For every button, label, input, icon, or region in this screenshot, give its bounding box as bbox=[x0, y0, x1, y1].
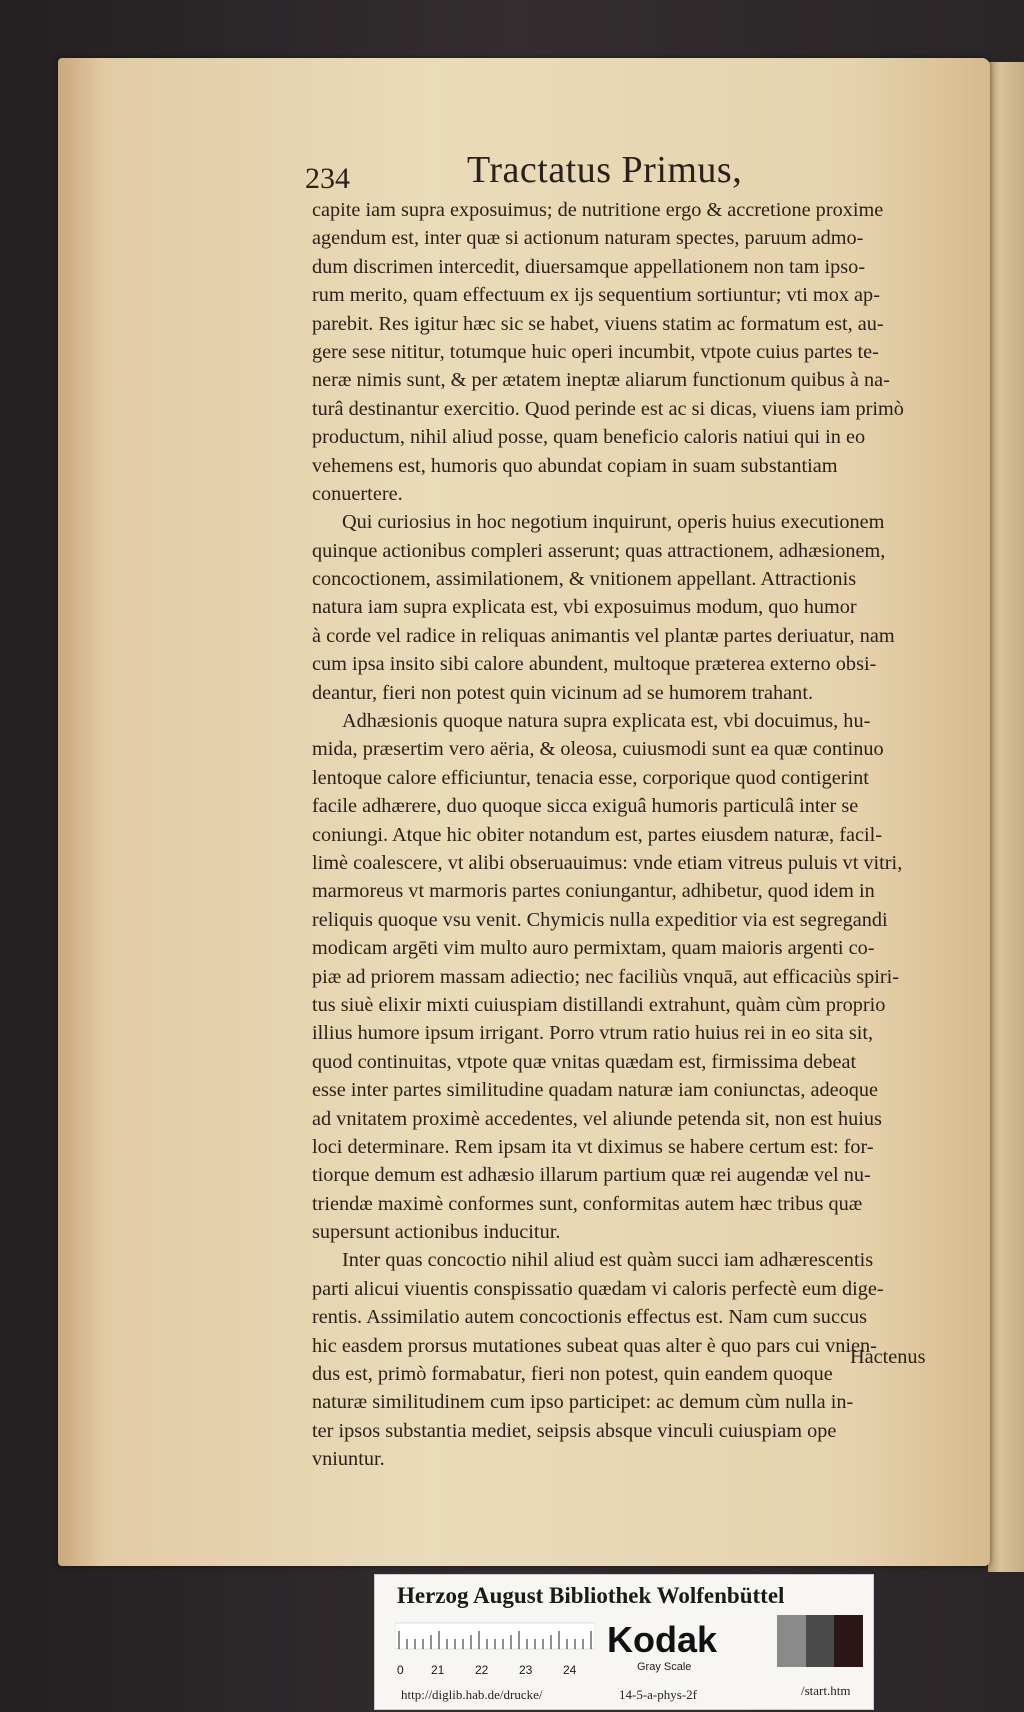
text-line: concoctionem, assimilationem, & vnitionem appellant. Attractionis bbox=[312, 568, 857, 591]
gray-scale-swatches bbox=[777, 1615, 863, 1667]
text-line: vehemens est, humoris quo abundat copiam in suam substantiam bbox=[312, 454, 838, 477]
paragraph-start-line: Adhæsionis quoque natura supra explicata est, vbi docuimus, hu- bbox=[342, 710, 871, 733]
text-line: cum ipsa insito sibi calore abundent, multoque præterea externo obsi- bbox=[312, 653, 877, 676]
library-name: Herzog August Bibliothek Wolfenbüttel bbox=[397, 1583, 785, 1608]
text-line: ter ipsos substantia mediet, seipsis absque vinculi cuiuspiam ope bbox=[312, 1419, 837, 1442]
running-title: Tractatus Primus, bbox=[467, 149, 743, 191]
gray-swatch bbox=[777, 1615, 806, 1667]
text-line: rum merito, quam effectuum ex ijs sequentium sortiuntur; vti mox ap- bbox=[312, 284, 880, 307]
text-line: vniuntur. bbox=[312, 1448, 385, 1471]
text-line: marmoreus vt marmoris partes coniungantur, adhibetur, quod idem in bbox=[312, 880, 875, 903]
catchword: Hactenus bbox=[850, 1346, 926, 1368]
text-line: facile adhærere, duo quoque sicca exiguâ humoris particulâ inter se bbox=[312, 795, 859, 818]
library-url: http://diglib.hab.de/drucke/ bbox=[401, 1687, 543, 1702]
text-line: coniungi. Atque hic obiter notandum est, partes eiusdem naturæ, facil- bbox=[312, 823, 882, 846]
ruler-label: 22 bbox=[475, 1663, 489, 1677]
text-line: loci determinare. Rem ipsam ita vt diximus se habere certum est: for- bbox=[312, 1135, 874, 1158]
gray-swatch bbox=[834, 1615, 863, 1667]
ruler-label: 21 bbox=[431, 1663, 445, 1677]
text-line: lentoque calore efficiuntur, tenacia esse, corporique quod contigerint bbox=[312, 766, 869, 789]
text-line: mida, præsertim vero aëria, & oleosa, cuiusmodi sunt ea quæ continuo bbox=[312, 738, 884, 761]
text-line: supersunt actionibus inducitur. bbox=[312, 1221, 561, 1244]
kodak-logo: Kodak bbox=[607, 1619, 718, 1660]
text-line: illius humore ipsum irrigant. Porro vtrum ratio huius rei in eo sita sit, bbox=[312, 1022, 874, 1045]
text-line: productum, nihil aliud posse, quam beneficio caloris natiui qui in eo bbox=[312, 426, 866, 449]
ruler-icon bbox=[395, 1621, 595, 1651]
text-line: à corde vel radice in reliquas animantis vel plantæ partes deriuatur, nam bbox=[312, 624, 895, 647]
text-line: capite iam supra exposuimus; de nutritione ergo & accretione proxime bbox=[312, 199, 884, 221]
text-line: conuertere. bbox=[312, 482, 403, 505]
text-line: parebit. Res igitur hæc sic se habet, viuens statim ac formatum est, au- bbox=[312, 312, 884, 335]
text-line: natura iam supra explicata est, vbi exposuimus modum, quo humor bbox=[312, 596, 857, 619]
text-line: hic easdem prorsus mutationes subeat quas alter è quo pars cui vnien- bbox=[312, 1334, 877, 1357]
library-color-card bbox=[374, 1574, 874, 1710]
text-line: triendæ maximè conformes sunt, conformitas autem hæc tribus quæ bbox=[312, 1192, 863, 1215]
text-line: deantur, fieri non potest quin vicinum ad se humorem trahant. bbox=[312, 681, 814, 704]
body-text bbox=[312, 196, 920, 1474]
page-number: 234 bbox=[305, 162, 350, 195]
text-line: rentis. Assimilatio autem concoctionis effectus est. Nam cum succus bbox=[312, 1306, 867, 1329]
text-line: quinque actionibus compleri asserunt; quas attractionem, adhæsionem, bbox=[312, 539, 886, 562]
text-line: limè coalescere, vt alibi obseruauimus: vnde etiam vitreus puluis vt vitri, bbox=[312, 851, 903, 874]
text-line: dum discrimen intercedit, diuersamque appellationem non tam ipso- bbox=[312, 255, 866, 278]
text-line: gere sese nititur, totumque huic operi incumbit, vtpote cuius partes te- bbox=[312, 340, 879, 363]
paragraph-start-line: Qui curiosius in hoc negotium inquirunt, operis huius executionem bbox=[342, 511, 885, 534]
ruler-label: 24 bbox=[563, 1663, 577, 1677]
text-line: agendum est, inter quæ si actionum naturam spectes, paruum admo- bbox=[312, 227, 864, 250]
text-line: naturæ similitudinem cum ipso participet: ac demum cùm nulla in- bbox=[312, 1391, 854, 1414]
text-line: quod continuitas, vtpote quæ vnitas quædam est, firmissima debeat bbox=[312, 1050, 857, 1073]
ruler-label: 23 bbox=[519, 1663, 533, 1677]
adjacent-page-edge bbox=[988, 62, 1024, 1572]
text-line: parti alicui viuentis conspissatio quædam vi caloris perfectè eum dige- bbox=[312, 1277, 884, 1300]
text-line: turâ destinantur exercitio. Quod perinde est ac si dicas, viuens iam primò bbox=[312, 397, 904, 420]
text-line: esse inter partes similitudine quadam naturæ iam coniunctas, adeoque bbox=[312, 1079, 879, 1102]
gray-swatch bbox=[806, 1615, 835, 1667]
text-line: neræ nimis sunt, & per ætatem ineptæ aliarum functionum quibus à na- bbox=[312, 369, 890, 392]
text-line: dus est, primò formabatur, fieri non potest, quin eandem quoque bbox=[312, 1363, 833, 1386]
text-line: tiorque demum est adhæsio illarum partium quæ rei augendæ vel nu- bbox=[312, 1164, 871, 1187]
start-link: /start.htm bbox=[801, 1683, 851, 1698]
text-line: tus siuè elixir mixti cuiuspiam distillandi extrahunt, quàm cùm proprio bbox=[312, 993, 886, 1016]
gray-scale-label: Gray Scale bbox=[637, 1661, 692, 1673]
text-line: ad vnitatem proximè accedentes, vel aliunde petenda sit, non est huius bbox=[312, 1107, 882, 1130]
text-line: reliquis quoque vsu venit. Chymicis nulla expeditior via est segregandi bbox=[312, 908, 888, 931]
paragraph-start-line: Inter quas concoctio nihil aliud est quàm succi iam adhærescentis bbox=[342, 1249, 874, 1272]
shelf-signature: 14-5-a-phys-2f bbox=[619, 1687, 697, 1702]
text-line: modicam argēti vim multo auro permixtam, quam maioris argenti co- bbox=[312, 937, 875, 960]
text-line: piæ ad priorem massam adiectio; nec faciliùs vnquā, aut efficaciùs spiri- bbox=[312, 965, 900, 988]
page-header bbox=[305, 148, 865, 196]
ruler-label: 0 bbox=[397, 1663, 404, 1677]
